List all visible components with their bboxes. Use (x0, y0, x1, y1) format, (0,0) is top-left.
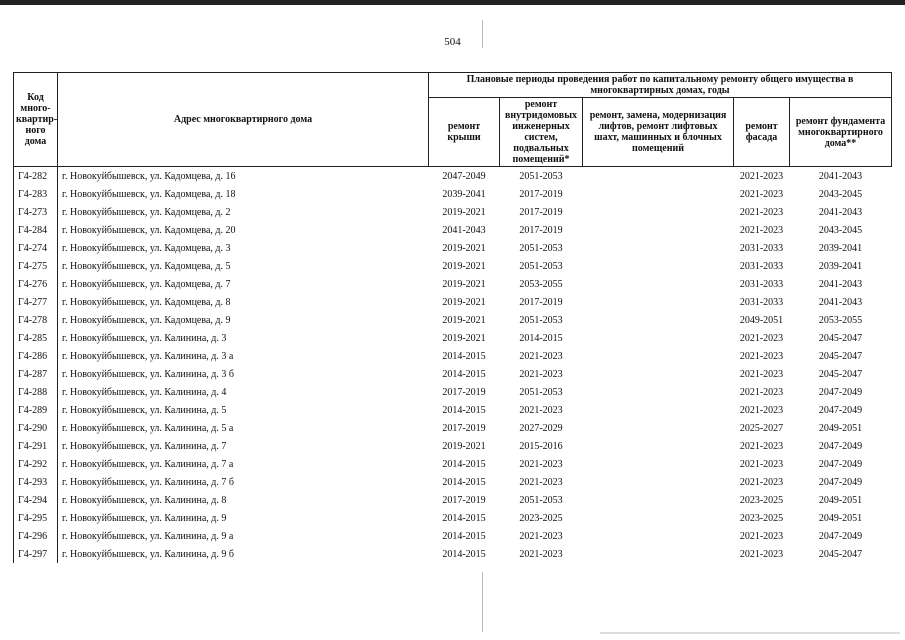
cell-roof: 2017-2019 (442, 422, 486, 434)
cell-facade: 2021-2023 (739, 386, 784, 398)
cell-address: г. Новокуйбышевск, ул. Кадомцева, д. 9 (58, 311, 429, 329)
cell-facade: 2021-2023 (739, 224, 784, 236)
cell-roof: 2014-2015 (442, 530, 486, 542)
cell-facade: 2021-2023 (739, 404, 784, 416)
cell-foundation: 2045-2047 (818, 368, 863, 380)
header-group: Плановые периоды проведения работ по капитальному ремонту общего имущества в многоквартирных домах, годы (429, 73, 892, 98)
cell-roof: 2039-2041 (442, 188, 486, 200)
cell-lifts (583, 509, 734, 527)
cell-systems: 2017-2019 (519, 206, 563, 218)
cell-foundation: 2049-2051 (818, 512, 863, 524)
cell-foundation: 2039-2041 (818, 260, 863, 272)
header-address: Адрес многоквартирного дома (58, 73, 429, 167)
cell-lifts (583, 491, 734, 509)
table-row (14, 167, 892, 186)
cell-lifts (583, 545, 734, 563)
cell-systems: 2017-2019 (519, 296, 563, 308)
cell-address: г. Новокуйбышевск, ул. Калинина, д. 9 (58, 509, 429, 527)
cell-lifts (583, 365, 734, 383)
cell-systems: 2021-2023 (519, 368, 563, 380)
cell-systems: 2051-2053 (519, 260, 563, 272)
cell-address: г. Новокуйбышевск, ул. Кадомцева, д. 7 (58, 275, 429, 293)
cell-address: г. Новокуйбышевск, ул. Калинина, д. 7 (58, 437, 429, 455)
table-row (14, 365, 892, 383)
cell-address: г. Новокуйбышевск, ул. Калинина, д. 5 а (58, 419, 429, 437)
cell-facade: 2021-2023 (739, 368, 784, 380)
table-row (14, 203, 892, 221)
cell-address: г. Новокуйбышевск, ул. Калинина, д. 9 б (58, 545, 429, 563)
cell-facade: 2021-2023 (734, 167, 790, 186)
cell-systems: 2017-2019 (519, 188, 563, 200)
cell-address: г. Новокуйбышевск, ул. Калинина, д. 5 (58, 401, 429, 419)
cell-systems: 2051-2053 (519, 386, 563, 398)
table-row (14, 401, 892, 419)
cell-roof: 2014-2015 (442, 512, 486, 524)
cell-systems: 2021-2023 (519, 530, 563, 542)
cell-roof: 2014-2015 (442, 458, 486, 470)
cell-foundation: 2047-2049 (818, 440, 863, 452)
cell-systems: 2015-2016 (519, 440, 563, 452)
table-row (14, 545, 892, 563)
cell-lifts (583, 401, 734, 419)
cell-lifts (583, 293, 734, 311)
table-row (14, 527, 892, 545)
cell-roof: 2014-2015 (442, 368, 486, 380)
cell-code: Г4-277 (14, 293, 58, 311)
page-number: 504 (444, 36, 461, 48)
cell-lifts (583, 275, 734, 293)
header-code: Код много-квартир-ного дома (14, 73, 58, 167)
cell-address: г. Новокуйбышевск, ул. Калинина, д. 3 б (58, 365, 429, 383)
cell-foundation: 2049-2051 (818, 494, 863, 506)
cell-lifts (583, 257, 734, 275)
cell-code: Г4-282 (14, 167, 58, 186)
cell-foundation: 2045-2047 (818, 548, 863, 560)
cell-address: г. Новокуйбышевск, ул. Кадомцева, д. 8 (58, 293, 429, 311)
cell-systems: 2021-2023 (519, 548, 563, 560)
cell-code: Г4-287 (14, 365, 58, 383)
cell-systems: 2053-2055 (519, 278, 563, 290)
cell-facade: 2031-2033 (739, 260, 784, 272)
cell-foundation: 2047-2049 (818, 530, 863, 542)
cell-foundation: 2041-2043 (818, 206, 863, 218)
cell-lifts (583, 455, 734, 473)
table-row (14, 347, 892, 365)
cell-foundation: 2047-2049 (818, 476, 863, 488)
cell-facade: 2021-2023 (739, 476, 784, 488)
table-row (14, 293, 892, 311)
cell-foundation: 2047-2049 (818, 404, 863, 416)
scan-edge (0, 0, 905, 5)
cell-facade: 2021-2023 (739, 188, 784, 200)
cell-foundation: 2041-2043 (818, 296, 863, 308)
cell-foundation: 2043-2045 (818, 188, 863, 200)
cell-facade: 2031-2033 (739, 296, 784, 308)
cell-code: Г4-285 (14, 329, 58, 347)
table-row (14, 221, 892, 239)
cell-code: Г4-291 (14, 437, 58, 455)
cell-lifts (583, 383, 734, 401)
cell-foundation: 2049-2051 (818, 422, 863, 434)
cell-lifts (583, 221, 734, 239)
cell-facade: 2023-2025 (739, 512, 784, 524)
cell-roof: 2019-2021 (442, 260, 486, 272)
cell-systems: 2014-2015 (519, 332, 563, 344)
cell-facade: 2021-2023 (739, 440, 784, 452)
cell-lifts (583, 347, 734, 365)
cell-foundation: 2045-2047 (818, 332, 863, 344)
cell-code: Г4-296 (14, 527, 58, 545)
table-row (14, 239, 892, 257)
cell-lifts (583, 329, 734, 347)
cell-lifts (583, 527, 734, 545)
cell-roof: 2047-2049 (429, 167, 500, 186)
cell-code: Г4-284 (14, 221, 58, 239)
table-body (14, 167, 892, 564)
cell-foundation: 2041-2043 (790, 167, 892, 186)
cell-lifts (583, 473, 734, 491)
cell-facade: 2021-2023 (739, 548, 784, 560)
cell-foundation: 2047-2049 (818, 386, 863, 398)
cell-roof: 2014-2015 (442, 548, 486, 560)
cell-code: Г4-292 (14, 455, 58, 473)
cell-code: Г4-290 (14, 419, 58, 437)
cell-code: Г4-274 (14, 239, 58, 257)
cell-lifts (583, 311, 734, 329)
cell-code: Г4-286 (14, 347, 58, 365)
cell-code: Г4-294 (14, 491, 58, 509)
cell-code: Г4-278 (14, 311, 58, 329)
header-systems: ремонт внутридомовых инженерных систем, подвальных помещений* (500, 98, 583, 167)
table-row (14, 257, 892, 275)
cell-roof: 2041-2043 (442, 224, 486, 236)
cell-roof: 2014-2015 (442, 350, 486, 362)
cell-roof: 2019-2021 (442, 440, 486, 452)
cell-foundation: 2045-2047 (818, 350, 863, 362)
cell-code: Г4-288 (14, 383, 58, 401)
cell-lifts (583, 437, 734, 455)
cell-systems: 2051-2053 (519, 494, 563, 506)
cell-facade: 2031-2033 (739, 278, 784, 290)
table-row (14, 185, 892, 203)
scan-artifact (600, 632, 900, 634)
cell-code: Г4-273 (14, 203, 58, 221)
table-row (14, 509, 892, 527)
cell-address: г. Новокуйбышевск, ул. Кадомцева, д. 20 (58, 221, 429, 239)
cell-address: г. Новокуйбышевск, ул. Кадомцева, д. 3 (58, 239, 429, 257)
cell-roof: 2017-2019 (442, 386, 486, 398)
cell-systems: 2051-2053 (519, 242, 563, 254)
cell-code: Г4-293 (14, 473, 58, 491)
cell-roof: 2019-2021 (442, 278, 486, 290)
cell-foundation: 2053-2055 (818, 314, 863, 326)
cell-foundation: 2039-2041 (818, 242, 863, 254)
repair-schedule-table (13, 72, 892, 563)
table-row (14, 473, 892, 491)
cell-address: г. Новокуйбышевск, ул. Калинина, д. 8 (58, 491, 429, 509)
cell-systems: 2021-2023 (519, 458, 563, 470)
cell-systems: 2021-2023 (519, 404, 563, 416)
cell-facade: 2031-2033 (739, 242, 784, 254)
cell-systems: 2017-2019 (519, 224, 563, 236)
cell-systems: 2051-2053 (500, 167, 583, 186)
cell-facade: 2025-2027 (739, 422, 784, 434)
cell-code: Г4-283 (14, 185, 58, 203)
table-row (14, 419, 892, 437)
table-row (14, 437, 892, 455)
cell-lifts (583, 239, 734, 257)
header-facade: ремонт фасада (734, 98, 790, 167)
scan-artifact (482, 572, 483, 632)
cell-code: Г4-276 (14, 275, 58, 293)
cell-facade: 2021-2023 (739, 458, 784, 470)
cell-roof: 2019-2021 (442, 314, 486, 326)
cell-systems: 2027-2029 (519, 422, 563, 434)
cell-lifts (583, 203, 734, 221)
cell-foundation: 2041-2043 (818, 278, 863, 290)
cell-address: г. Новокуйбышевск, ул. Калинина, д. 3 (58, 329, 429, 347)
table-row (14, 383, 892, 401)
cell-lifts (583, 419, 734, 437)
cell-roof: 2019-2021 (442, 332, 486, 344)
cell-address: г. Новокуйбышевск, ул. Кадомцева, д. 5 (58, 257, 429, 275)
scan-artifact (482, 20, 483, 48)
cell-facade: 2021-2023 (739, 332, 784, 344)
header-lifts: ремонт, замена, модернизация лифтов, ремонт лифтовых шахт, машинных и блочных помещений (583, 98, 734, 167)
cell-code: Г4-295 (14, 509, 58, 527)
cell-systems: 2021-2023 (519, 476, 563, 488)
cell-address: г. Новокуйбышевск, ул. Калинина, д. 7 а (58, 455, 429, 473)
cell-foundation: 2043-2045 (818, 224, 863, 236)
cell-roof: 2017-2019 (442, 494, 486, 506)
cell-address: г. Новокуйбышевск, ул. Калинина, д. 7 б (58, 473, 429, 491)
cell-systems: 2021-2023 (519, 350, 563, 362)
cell-roof: 2019-2021 (442, 296, 486, 308)
cell-lifts (583, 167, 734, 186)
cell-code: Г4-289 (14, 401, 58, 419)
cell-roof: 2019-2021 (442, 206, 486, 218)
cell-roof: 2019-2021 (442, 242, 486, 254)
cell-roof: 2014-2015 (442, 404, 486, 416)
cell-address: г. Новокуйбышевск, ул. Кадомцева, д. 18 (58, 185, 429, 203)
cell-code: Г4-297 (14, 545, 58, 563)
cell-address: г. Новокуйбышевск, ул. Калинина, д. 3 а (58, 347, 429, 365)
cell-facade: 2023-2025 (739, 494, 784, 506)
cell-address: г. Новокуйбышевск, ул. Калинина, д. 9 а (58, 527, 429, 545)
header-foundation: ремонт фундамента многоквартирного дома** (790, 98, 892, 167)
cell-facade: 2021-2023 (739, 206, 784, 218)
table-row (14, 311, 892, 329)
cell-systems: 2051-2053 (519, 314, 563, 326)
cell-systems: 2023-2025 (519, 512, 563, 524)
cell-lifts (583, 185, 734, 203)
cell-facade: 2049-2051 (739, 314, 784, 326)
cell-facade: 2021-2023 (739, 350, 784, 362)
cell-roof: 2014-2015 (442, 476, 486, 488)
table-row (14, 491, 892, 509)
table-row (14, 455, 892, 473)
cell-foundation: 2047-2049 (818, 458, 863, 470)
cell-address: г. Новокуйбышевск, ул. Кадомцева, д. 2 (58, 203, 429, 221)
table-row (14, 329, 892, 347)
cell-address: г. Новокуйбышевск, ул. Кадомцева, д. 16 (58, 167, 429, 186)
header-roof: ремонт крыши (429, 98, 500, 167)
table-row (14, 275, 892, 293)
cell-address: г. Новокуйбышевск, ул. Калинина, д. 4 (58, 383, 429, 401)
cell-code: Г4-275 (14, 257, 58, 275)
cell-facade: 2021-2023 (739, 530, 784, 542)
